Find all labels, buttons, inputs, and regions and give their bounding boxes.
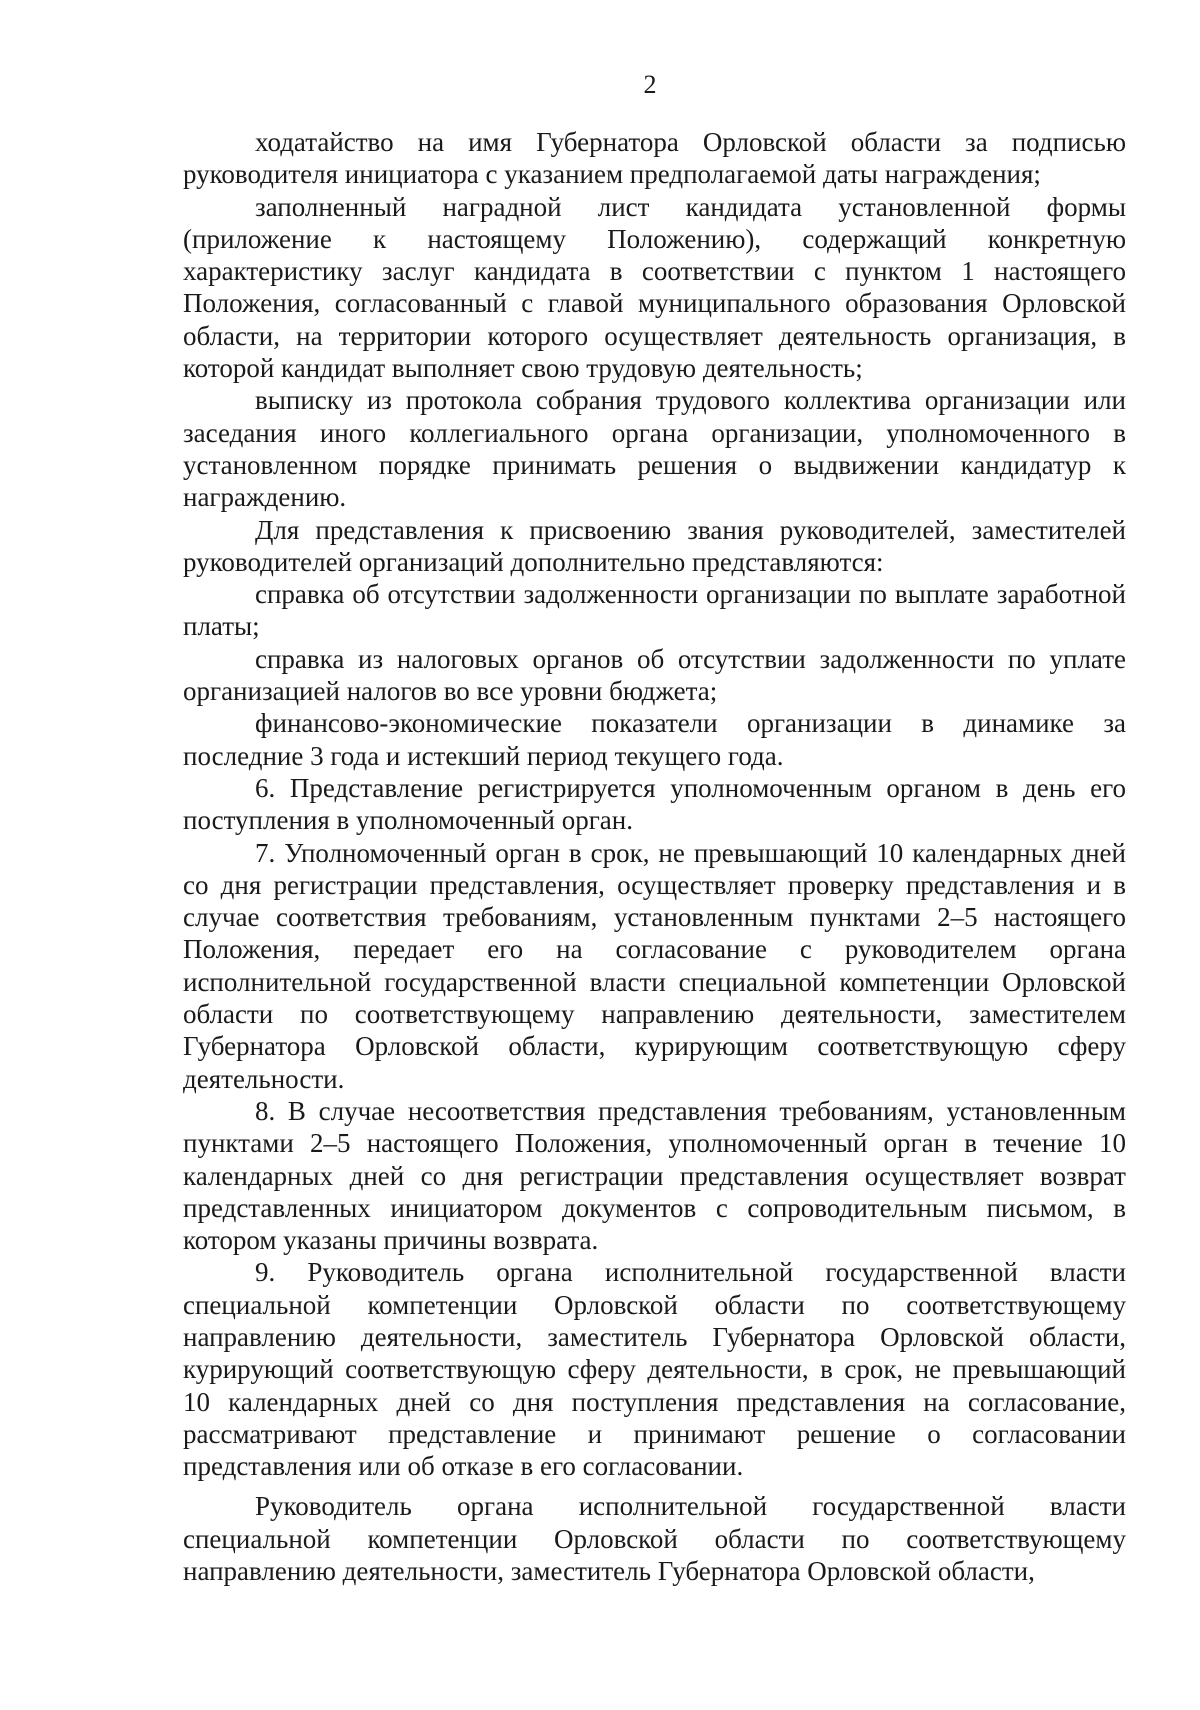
document-body <box>183 126 1126 1587</box>
page-number: 2 <box>643 70 657 99</box>
paragraph-managers-additional: Для представления к присвоению звания руководителей, заместителей руководителей организаций дополнительно представляются: <box>183 514 1126 577</box>
paragraph-item-7: 7. Уполномоченный орган в срок, не превышающий 10 календарных дней со дня регистрации представления, осуществляет проверку представления и в случае соответствия требованиям, установленным пунктами 2–5 настоящего Положения, передает его на согласование с руководителем органа исполнительной государственной власти специальной компетенции Орловской области по соответствующему направлению деятельности, заместителем Губернатора Орловской области, курирующим соответствующую сферу деятельности. <box>183 837 1126 1094</box>
paragraph-head-of-authority: Руководитель органа исполнительной государственной власти специальной компетенции Орловской области по соответствующему направлению деятельности, заместитель Губернатора Орловской области, <box>183 1491 1126 1587</box>
paragraph-item-6: 6. Представление регистрируется уполномоченным органом в день его поступления в уполномоченный орган. <box>183 772 1126 836</box>
paragraph-financial-indicators: финансово-экономические показатели организации в динамике за последние 3 года и истекший период текущего года. <box>183 708 1126 771</box>
paragraph-item-9: 9. Руководитель органа исполнительной государственной власти специальной компетенции Орловской области по соответствующему направлению деятельности, заместитель Губернатора Орловской области, курирующий соответствующую сферу деятельности, в срок, не превышающий 10 календарных дней со дня поступления представления на согласование, рассматривают представление и принимают решение о согласовании представления или об отказе в его согласовании. <box>183 1257 1126 1482</box>
paragraph-tax-certificate: справка из налоговых органов об отсутствии задолженности по уплате организацией налогов во все уровни бюджета; <box>183 643 1126 707</box>
paragraph-protocol-extract: выписку из протокола собрания трудового коллектива организации или заседания иного коллегиального органа организации, уполномоченного в установленном порядке принимать решения о выдвижении кандидатур к награждению. <box>183 385 1126 513</box>
paragraph-award-sheet: заполненный наградной лист кандидата установленной формы (приложение к настоящему Положению), содержащий конкретную характеристику заслуг кандидата в соответствии с пунктом 1 настоящего Положения, согласованный с главой муниципального образования Орловской области, на территории которого осуществляет деятельность организация, в которой кандидат выполняет свою трудовую деятельность; <box>183 191 1126 384</box>
paragraph-item-8: 8. В случае несоответствия представления требованиям, установленным пунктами 2–5 настоящего Положения, уполномоченный орган в течение 10 календарных дней со дня регистрации представления осуществляет возврат представленных инициатором документов с сопроводительным письмом, в котором указаны причины возврата. <box>183 1095 1126 1256</box>
paragraph-salary-certificate: справка об отсутствии задолженности организации по выплате заработной платы; <box>183 579 1126 642</box>
paragraph-petition: ходатайство на имя Губернатора Орловской области за подписью руководителя инициатора с указанием предполагаемой даты награждения; <box>183 127 1126 190</box>
